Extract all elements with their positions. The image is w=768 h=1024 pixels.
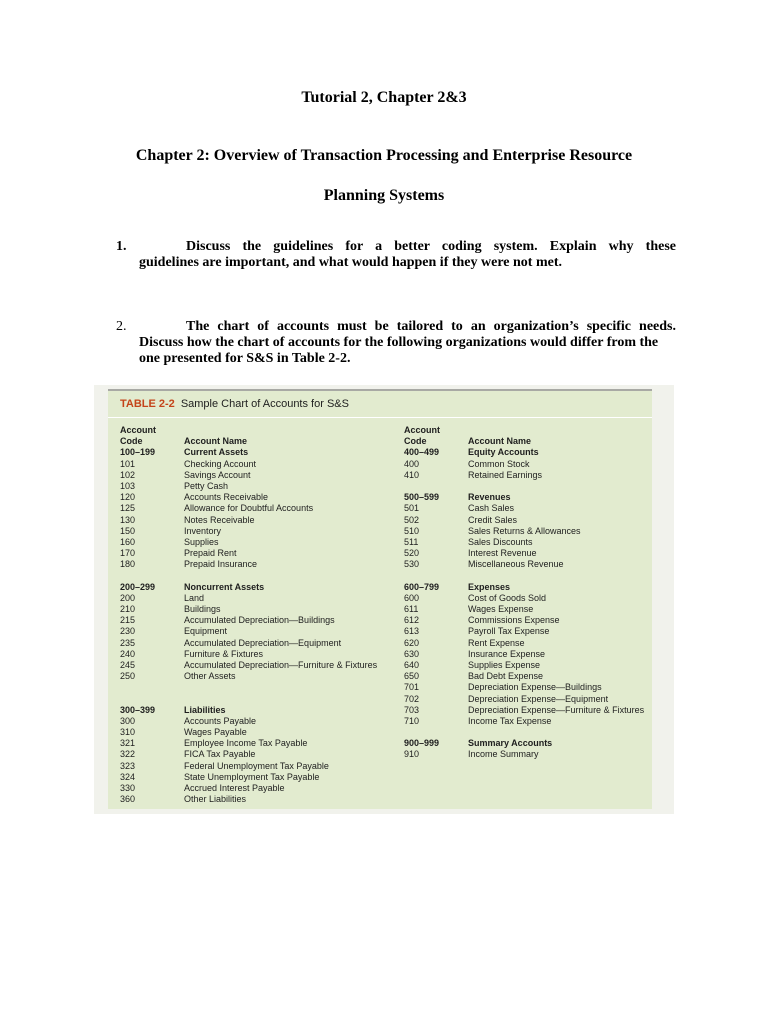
column-header: Account (404, 425, 440, 435)
table-cell: 245 (120, 659, 136, 670)
table-cell: 101 (120, 458, 136, 469)
table-cell: Interest Revenue (468, 548, 537, 559)
table-cell: 330 (120, 783, 136, 793)
table-cell (120, 694, 156, 705)
table-cell: 611 (404, 604, 419, 614)
table-cell: 300 (120, 715, 136, 726)
table-cell: 400–499 (404, 447, 440, 458)
table-cell (120, 682, 156, 693)
chapter-heading-line2: Planning Systems (323, 187, 445, 204)
table-cell (184, 682, 377, 693)
table-image (94, 385, 674, 814)
table-cell: 215 (120, 615, 136, 626)
table-cell: 210 (120, 604, 136, 614)
chart-of-accounts-table (108, 389, 652, 809)
table-cell: Supplies (184, 536, 219, 547)
table-cell: 511 (404, 536, 419, 547)
table-cell: Expenses (468, 581, 511, 592)
table-cell: Employee Income Tax Payable (184, 738, 308, 749)
table-cell: Notes Receivable (184, 514, 255, 525)
caption-divider (108, 417, 652, 418)
table-cell: 640 (404, 659, 420, 670)
table-cell: 501 (404, 503, 420, 514)
table-label: TABLE 2-2 (120, 398, 175, 410)
table-cell: Accumulated Depreciation—Equipment (184, 637, 342, 648)
table-cell (184, 570, 377, 581)
table-cell: Bad Debt Expense (468, 671, 544, 682)
table-cell: 613 (404, 626, 420, 637)
left-code-column (120, 425, 156, 805)
table-cell: Accounts Payable (184, 715, 257, 726)
table-cell: 400 (404, 458, 420, 469)
table-cell: 235 (120, 637, 136, 648)
table-cell: Equity Accounts (468, 447, 539, 458)
table-cell: 250 (120, 671, 136, 682)
table-cell: 102 (120, 469, 136, 480)
left-name-column (184, 425, 378, 805)
table-cell: 502 (404, 514, 420, 525)
table-cell: 620 (404, 637, 420, 648)
table-cell: Prepaid Rent (184, 548, 237, 559)
table-cell: 910 (404, 749, 420, 760)
table-cell: 130 (120, 514, 136, 525)
table-cell: 230 (120, 626, 136, 637)
table-cell: Insurance Expense (468, 648, 546, 659)
table-cell: Savings Account (184, 469, 251, 480)
question-1 (116, 239, 676, 271)
table-cell: Cash Sales (468, 503, 515, 514)
table-cell: 200–299 (120, 581, 156, 592)
table-cell: 150 (120, 525, 136, 536)
table-cell: 160 (120, 536, 136, 547)
table-cell: Cost of Goods Sold (468, 592, 547, 603)
question-text-rest: guidelines are important, and what would happen if they were not met. (139, 255, 563, 270)
table-cell: Checking Account (184, 458, 257, 469)
table-caption-text: Sample Chart of Accounts for S&S (180, 398, 349, 410)
table-cell: Common Stock (468, 458, 530, 469)
page-title: Tutorial 2, Chapter 2&3 (301, 89, 467, 106)
table-cell: 310 (120, 727, 136, 738)
column-header: Account Name (468, 436, 532, 447)
table-cell: 630 (404, 648, 420, 659)
table-cell: 324 (120, 771, 136, 782)
table-cell: State Unemployment Tax Payable (184, 771, 320, 782)
table-cell: Rent Expense (468, 637, 525, 648)
table-cell: Prepaid Insurance (184, 559, 258, 570)
table-cell: 710 (404, 715, 420, 726)
table-cell: Wages Expense (468, 604, 534, 614)
table-cell: Accounts Receivable (184, 492, 269, 503)
table-cell (404, 727, 440, 738)
table-cell (120, 570, 156, 581)
question-text-line1: The chart of accounts must be tailored to an organization’s specific needs. (186, 319, 676, 334)
table-cell: 600 (404, 592, 420, 603)
table-cell: Summary Accounts (468, 738, 553, 749)
table-cell: 520 (404, 548, 420, 559)
table-cell: Payroll Tax Expense (468, 626, 550, 637)
table-cell: Wages Payable (184, 727, 247, 738)
table-cell: Inventory (184, 525, 222, 536)
table-cell: 530 (404, 559, 420, 570)
table-cell: Revenues (468, 492, 511, 503)
table-cell: Commissions Expense (468, 615, 560, 626)
table-caption (120, 398, 349, 411)
table-cell: 702 (404, 693, 420, 704)
table-cell: 200 (120, 592, 136, 603)
table-cell: Buildings (184, 604, 221, 614)
table-cell: 410 (404, 469, 420, 480)
table-cell: Depreciation Expense—Buildings (468, 682, 602, 693)
column-header: Account Name (184, 436, 248, 447)
table-cell: 100–199 (120, 447, 156, 458)
table-cell: 170 (120, 548, 136, 559)
table-cell: Liabilities (184, 704, 226, 715)
table-cell: 120 (120, 492, 136, 503)
table-cell: Credit Sales (468, 514, 518, 525)
table-cell: Accumulated Depreciation—Buildings (184, 615, 335, 626)
question-number: 1. (116, 239, 127, 254)
table-cell: Accrued Interest Payable (184, 783, 285, 793)
table-cell: 510 (404, 525, 420, 536)
table-cell: Equipment (184, 626, 228, 637)
table-cell: 322 (120, 749, 136, 760)
table-cell: 323 (120, 760, 136, 771)
table-cell: Furniture & Fixtures (184, 648, 264, 659)
table-cell (468, 727, 644, 738)
table-cell: 180 (120, 559, 136, 570)
table-cell: Other Assets (184, 671, 236, 682)
table-cell: 300–399 (120, 704, 156, 715)
table-cell: Supplies Expense (468, 659, 541, 670)
table-cell (468, 481, 644, 492)
table-cell: Accumulated Depreciation—Furniture & Fixtures (184, 659, 378, 670)
column-header: Code (120, 436, 143, 447)
table-cell: 612 (404, 615, 420, 626)
table-cell: 900–999 (404, 738, 440, 749)
table-cell: Federal Unemployment Tax Payable (184, 760, 329, 771)
table-cell: Depreciation Expense—Furniture & Fixtures (468, 704, 645, 715)
question-text-rest: Discuss how the chart of accounts for the following organizations would differ from the one presented for S&S in Table 2-2. (139, 335, 659, 366)
table-cell: 703 (404, 704, 420, 715)
table-cell: 360 (120, 794, 136, 805)
table-cell: Sales Discounts (468, 536, 533, 547)
column-header: Code (404, 436, 427, 447)
right-name-column (468, 425, 645, 760)
table-cell: 500–599 (404, 492, 440, 503)
question-text-line1: Discuss the guidelines for a better coding system. Explain why these (186, 239, 676, 254)
table-cell: Other Liabilities (184, 794, 247, 805)
table-cell: FICA Tax Payable (184, 749, 256, 760)
table-cell: Petty Cash (184, 480, 229, 491)
table-cell (468, 570, 644, 581)
table-cell: 650 (404, 671, 420, 682)
question-2 (116, 319, 676, 367)
table-cell: 600–799 (404, 581, 440, 592)
table-cell (404, 570, 440, 581)
table-cell: 701 (404, 682, 420, 693)
table-cell: 125 (120, 503, 136, 514)
table-cell: Allowance for Doubtful Accounts (184, 503, 314, 514)
table-cell (184, 694, 377, 705)
table-cell: 240 (120, 648, 136, 659)
table-cell (404, 481, 440, 492)
table-cell: Current Assets (184, 447, 249, 458)
table-cell: Retained Earnings (468, 469, 543, 480)
table-cell: 103 (120, 480, 136, 491)
table-cell: Land (184, 592, 205, 603)
table-cell: Miscellaneous Revenue (468, 559, 564, 570)
table-cell: Depreciation Expense—Equipment (468, 693, 609, 704)
column-header: Account (120, 425, 156, 435)
question-number: 2. (116, 319, 127, 334)
right-code-column (404, 425, 440, 760)
table-cell: Income Tax Expense (468, 715, 552, 726)
chapter-heading-line1: Chapter 2: Overview of Transaction Processing and Enterprise Resource (135, 147, 633, 164)
table-cell: Sales Returns & Allowances (468, 525, 581, 536)
table-cell: Noncurrent Assets (184, 581, 265, 592)
table-cell: Income Summary (468, 749, 539, 760)
table-cell: 321 (120, 738, 136, 749)
